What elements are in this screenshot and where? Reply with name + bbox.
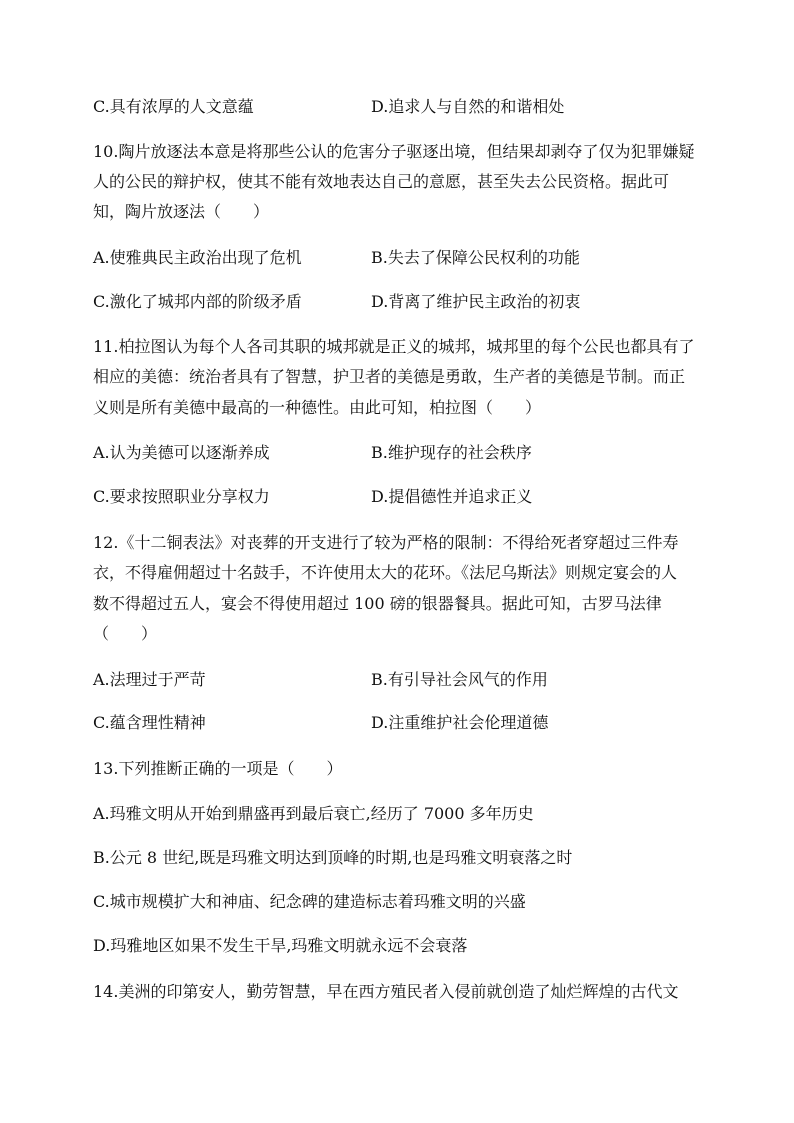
q13-option-c: C.城市规模扩大和神庙、纪念碑的建造标志着玛雅文明的兴盛 (93, 892, 526, 911)
q12-option-a: A.法理过于严苛 (93, 670, 206, 689)
q11-option-d: D.提倡德性并追求正义 (371, 487, 533, 506)
q12-stem-line-1: 12.《十二铜表法》对丧葬的开支进行了较为严格的限制：不得给死者穿超过三件寿 (93, 533, 679, 552)
q13-option-b: B.公元 8 世纪,既是玛雅文明达到顶峰的时期,也是玛雅文明衰落之时 (93, 848, 573, 867)
q11-stem-line-3: 义则是所有美德中最高的一种德性。由此可知，柏拉图（ ） (93, 398, 542, 417)
q10-stem-line-3: 知，陶片放逐法（ ） (93, 202, 270, 221)
q10-stem-line-2: 人的公民的辩护权，使其不能有效地表达自己的意愿，甚至失去公民资格。据此可 (93, 172, 670, 191)
q12-stem-line-2: 衣，不得雇佣超过十名鼓手，不许使用太大的花环。《法尼乌斯法》则规定宴会的人 (93, 563, 678, 582)
q10-option-a: A.使雅典民主政治出现了危机 (93, 248, 302, 267)
q10-option-c: C.激化了城邦内部的阶级矛盾 (93, 292, 302, 311)
q11-option-c: C.要求按照职业分享权力 (93, 487, 270, 506)
q10-stem-line-1: 10.陶片放逐法本意是将那些公认的危害分子驱逐出境，但结果却剥夺了仅为犯罪嫌疑 (93, 142, 695, 161)
q10-option-b: B.失去了保障公民权利的功能 (371, 248, 580, 267)
q11-option-b: B.维护现存的社会秩序 (371, 443, 532, 462)
q9-option-c: C.具有浓厚的人文意蕴 (93, 97, 254, 116)
q14-stem-line-1: 14.美洲的印第安人，勤劳智慧，早在西方殖民者入侵前就创造了灿烂辉煌的古代文 (93, 982, 679, 1001)
q11-stem-line-1: 11.柏拉图认为每个人各司其职的城邦就是正义的城邦，城邦里的每个公民也都具有了 (93, 337, 695, 356)
q11-option-a: A.认为美德可以逐渐养成 (93, 443, 270, 462)
q13-stem: 13.下列推断正确的一项是（ ） (93, 759, 343, 778)
q12-stem-line-4: （ ） (93, 624, 158, 643)
q10-option-d: D.背离了维护民主政治的初衷 (371, 292, 581, 311)
q12-option-d: D.注重维护社会伦理道德 (371, 713, 549, 732)
q13-option-d: D.玛雅地区如果不发生干旱,玛雅文明就永远不会衰落 (93, 936, 468, 955)
q11-stem-line-2: 相应的美德：统治者具有了智慧，护卫者的美德是勇敢，生产者的美德是节制。而正 (93, 367, 686, 386)
q12-stem-line-3: 数不得超过五人，宴会不得使用超过 100 磅的银器餐具。据此可知，古罗马法律 (93, 594, 662, 613)
q12-option-b: B.有引导社会风气的作用 (371, 670, 548, 689)
q9-option-d: D.追求人与自然的和谐相处 (371, 97, 565, 116)
q13-option-a: A.玛雅文明从开始到鼎盛再到最后衰亡,经历了 7000 多年历史 (93, 804, 534, 823)
q12-option-c: C.蕴含理性精神 (93, 713, 206, 732)
